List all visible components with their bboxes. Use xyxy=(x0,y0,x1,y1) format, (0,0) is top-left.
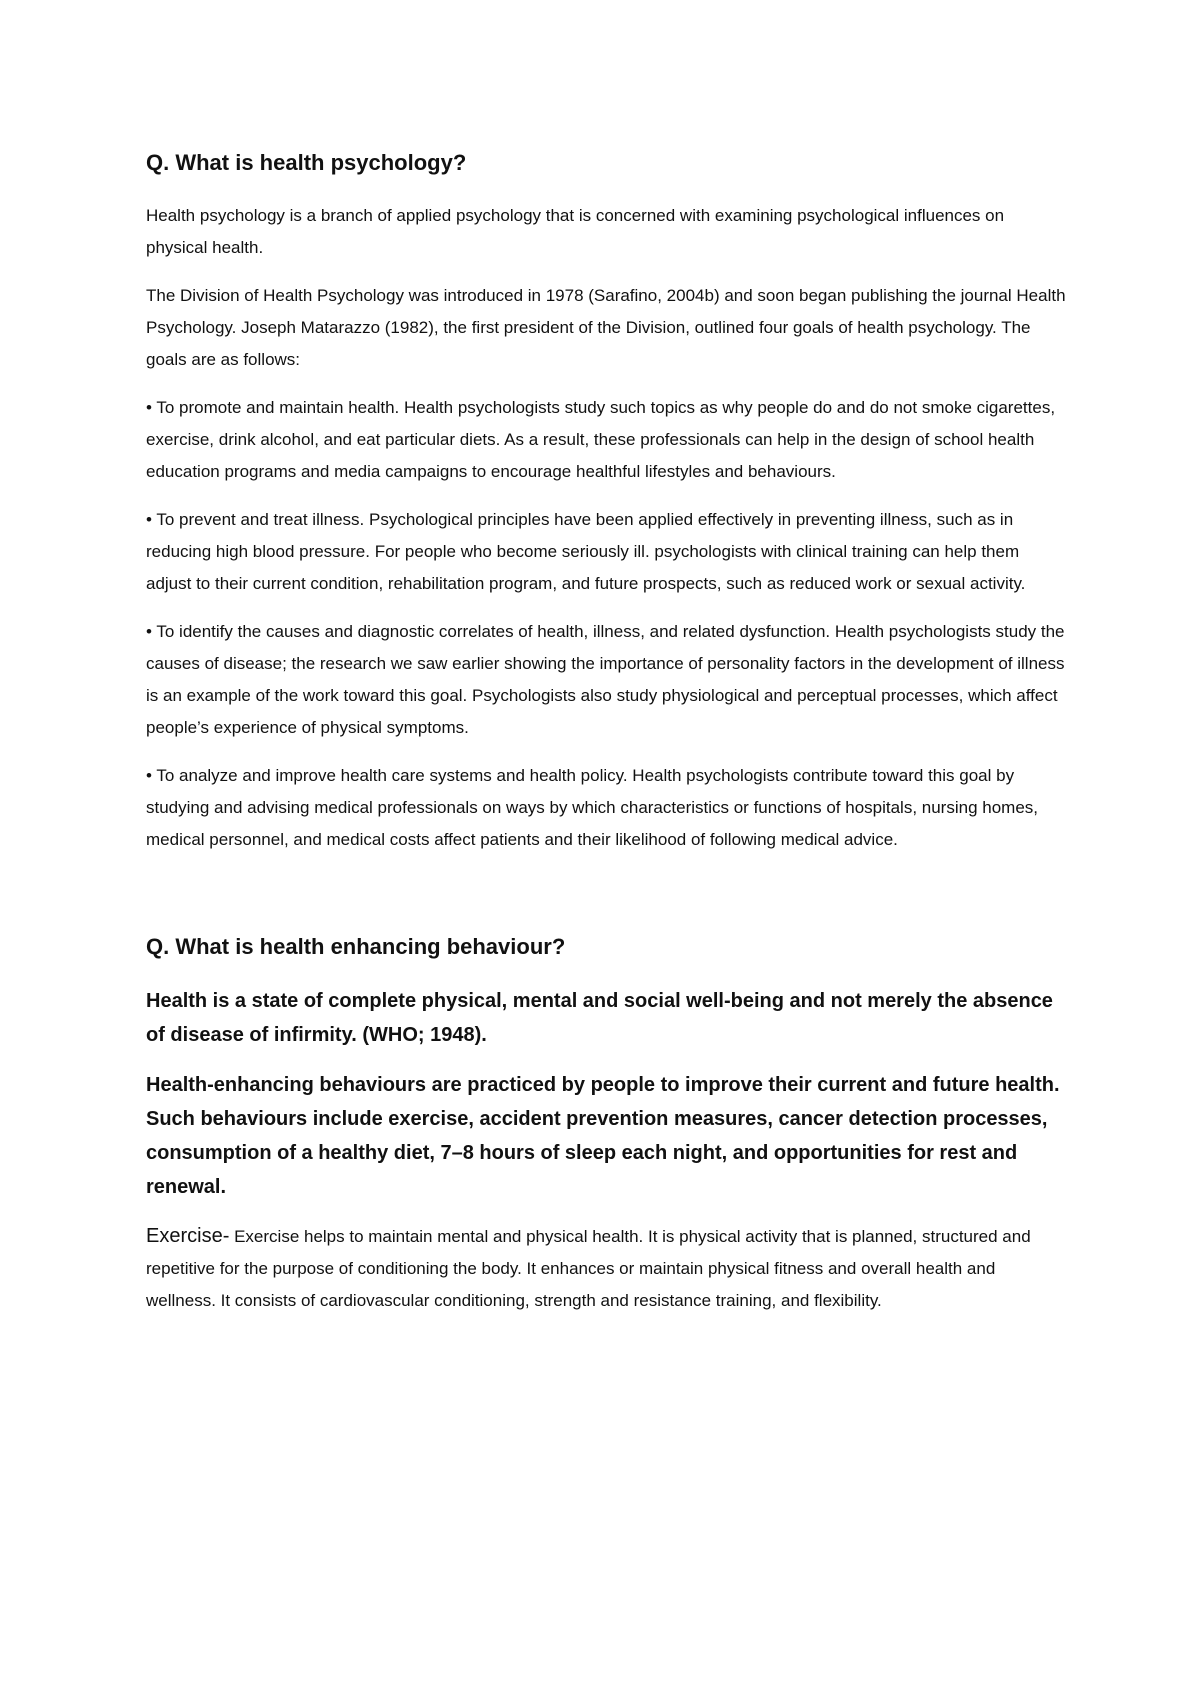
exercise-text: Exercise helps to maintain mental and physical health. It is physical activity that is planned, structured and repetitive for the purpose of conditioning the body. It enhances or maintain physical fitness and overall health and wellness. It consists of cardiovascular conditioning, strength and resistance training, and flexibility. xyxy=(146,1227,1031,1310)
goal-bullet-identify-causes: • To identify the causes and diagnostic correlates of health, illness, and related dysfunction. Health psychologists study the causes of disease; the research we saw earlier showing the importance of personality factors in the development of illness is an example of the work toward this goal. Psychologists also study physiological and perceptual processes, which affect people’s experience of physical symptoms. xyxy=(146,622,1065,737)
goal-bullet-improve-systems: • To analyze and improve health care systems and health policy. Health psychologists contribute toward this goal by studying and advising medical professionals on ways by which characteristics or functions of hospitals, nursing homes, medical personnel, and medical costs affect patients and their likelihood of following medical advice. xyxy=(146,766,1039,849)
exercise-paragraph xyxy=(146,1220,1066,1317)
question-heading-health-psychology: Q. What is health psychology? xyxy=(146,150,467,175)
goal-bullet-prevent-illness: • To prevent and treat illness. Psychological principles have been applied effectively in preventing illness, such as in reducing high blood pressure. For people who become seriously ill. psychologists with clinical training can help them adjust to their current condition, rehabilitation program, and future prospects, such as reduced work or sexual activity. xyxy=(146,510,1026,593)
goal-bullet-promote-health: • To promote and maintain health. Health psychologists study such topics as why people do and do not smoke cigarettes, exercise, drink alcohol, and eat particular diets. As a result, these professionals can help in the design of school health education programs and media campaigns to encourage healthful lifestyles and behaviours. xyxy=(146,398,1056,481)
exercise-term: Exercise- xyxy=(146,1225,230,1247)
document-content xyxy=(146,148,1066,1333)
who-health-definition: Health is a state of complete physical, mental and social well-being and not merely the absence of disease of infirmity. (WHO; 1948). xyxy=(146,990,1053,1046)
question-heading-health-enhancing: Q. What is health enhancing behaviour? xyxy=(146,934,566,959)
paragraph-division-history: The Division of Health Psychology was introduced in 1978 (Sarafino, 2004b) and soon began publishing the journal Health Psychology. Joseph Matarazzo (1982), the first president of the Division, outlined four goals of health psychology. The goals are as follows: xyxy=(146,286,1066,369)
section-spacer xyxy=(146,872,1066,932)
health-enhancing-definition: Health-enhancing behaviours are practiced by people to improve their current and future health. Such behaviours include exercise, accident prevention measures, cancer detection processes, consumption of a healthy diet, 7–8 hours of sleep each night, and opportunities for rest and renewal. xyxy=(146,1074,1060,1198)
paragraph-definition: Health psychology is a branch of applied psychology that is concerned with examining psychological influences on physical health. xyxy=(146,206,1005,257)
